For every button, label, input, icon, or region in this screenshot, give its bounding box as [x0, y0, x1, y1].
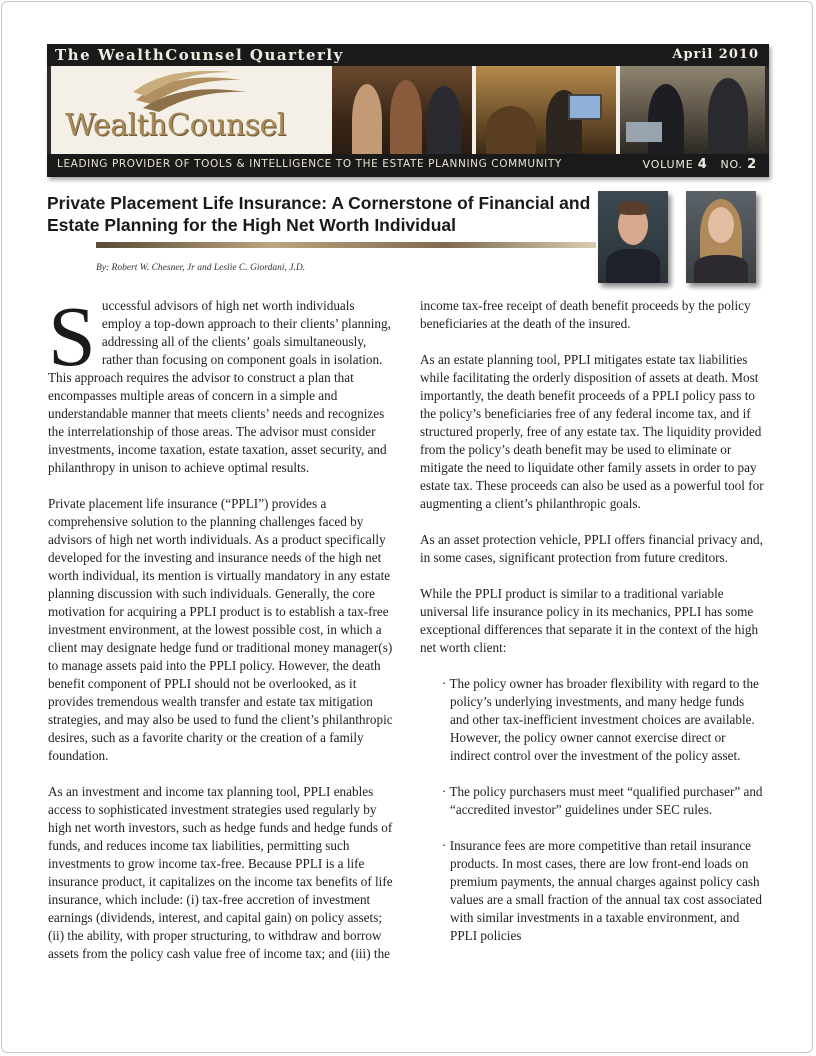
drop-cap: S — [48, 288, 96, 384]
author-photo-1 — [598, 191, 668, 283]
paragraph-2: Private placement life insurance (“PPLI”) provides a comprehensive solution to the planning challenges faced by advisors of high net worth individuals. As a product specifically developed for the investing and insurance needs of the high net worth individual, its mention is virtually mandatory in any estate planning discussion with such individuals. Generally, the core motivation for acquiring a PPLI product is to establish a tax-free investment environment, at the lowest possible cost, in which a client may designate hedge fund or traditional money manager(s) to manage assets paid into the PPLI policy. However, the death benefit component of PPLI should not be overlooked, as it provides tremendous wealth transfer and estate tax mitigation strategies, and may also be used to fund the client’s philanthropic desires, such as a favorite charity or the creation of a family foundation. — [48, 496, 393, 763]
differences-list — [420, 675, 765, 945]
logo — [51, 66, 331, 154]
list-item: · Insurance fees are more competitive than retail insurance products. In most cases, there are low front-end loads on premium payments, the annual charges against policy cash values are a small fraction of the annual tax cost associated with similar investments in a taxable environment, and PPLI policies — [442, 838, 762, 943]
paragraph-4: income tax-free receipt of death benefit proceeds by the policy beneficiaries at the death of the insured. — [420, 298, 751, 331]
paragraph-1-text: uccessful advisors of high net worth individuals employ a top-down approach to their clients’ planning, addressing all of the clients’ goals simultaneously, rather than focusing on component goals in isolation. This approach requires the advisor to construct a plan that encompasses multiple areas of concern in a simple and understandable manner that meets clients’ needs and recognizes the interrelationship of those areas. The advisor must consider investments, income taxation, estate taxation, asset security, and philanthropy in unison to achieve optimal results. — [48, 298, 391, 475]
photo-meeting — [332, 66, 472, 154]
newsletter-title: The WealthCounsel Quarterly — [55, 46, 344, 64]
byline: By: Robert W. Chesner, Jr and Leslie C. Giordani, J.D. — [96, 263, 306, 273]
paragraph-7: While the PPLI product is similar to a traditional variable universal life insurance policy in its mechanics, PPLI has some exceptional differences that separate it in the context of the high net worth client: — [420, 586, 759, 655]
column-left — [48, 288, 396, 981]
title-divider — [96, 242, 596, 248]
article-title: Private Placement Life Insurance: A Cornerstone of Financial and Estate Planning for the High Net Worth Individual — [47, 193, 591, 235]
masthead — [47, 44, 769, 177]
logo-wordmark: WealthCounsel — [65, 108, 286, 143]
list-item: · The policy owner has broader flexibility with regard to the policy’s underlying investments, and many hedge funds and other tax-inefficient investment choices are available. However, the policy owner cannot exercise direct or indirect control over the investment of the policy asset. — [442, 676, 759, 763]
column-right — [420, 297, 765, 963]
photo-presentation — [476, 66, 616, 154]
paragraph-3: As an investment and income tax planning tool, PPLI enables access to sophisticated investment strategies used regularly by high net worth investors, such as hedge funds and hedge funds of funds, and reduces income tax liabilities, permitting such investments to grow income tax-free. Because PPLI is a life insurance product, it capitalizes on the income tax benefits of life insurance, which include: (i) tax-free accretion of investment earnings (dividends, interest, and capital gain) on policy assets; (ii) the ability, with proper structuring, to withdraw and borrow assets from the policy cash value free of income tax; and (iii) the — [48, 784, 393, 961]
number-value: 2 — [747, 157, 757, 172]
list-item: · The policy purchasers must meet “qualified purchaser” and “accredited investor” guidelines under SEC rules. — [442, 784, 763, 817]
masthead-top-bar — [47, 44, 769, 66]
volume-label: VOLUME — [642, 158, 694, 171]
photo-laptop — [620, 66, 765, 154]
number-label: NO. — [720, 158, 743, 171]
volume-number — [643, 157, 757, 172]
paragraph-1 — [48, 288, 396, 477]
paragraph-6: As an asset protection vehicle, PPLI offers financial privacy and, in some cases, significant protection from future creditors. — [420, 532, 763, 565]
volume-value: 4 — [697, 157, 708, 172]
author-photo-2 — [686, 191, 756, 283]
tagline: LEADING PROVIDER OF TOOLS & INTELLIGENCE TO THE ESTATE PLANNING COMMUNITY — [57, 158, 562, 170]
masthead-bottom-bar — [47, 154, 769, 177]
masthead-banner — [51, 66, 765, 154]
issue-date: April 2010 — [672, 47, 759, 62]
paragraph-5: As an estate planning tool, PPLI mitigates estate tax liabilities while facilitating the orderly disposition of assets at death. Most importantly, the death benefit proceeds of a PPLI policy pass to the policy’s beneficiaries free of any federal income tax, and if structured properly, free of any estate tax. The liquidity provided from the policy’s death benefit may be used to eliminate or mitigate the need to liquidate other family assets in order to pay estate tax. These proceeds can also be used as a powerful tool for augmenting a client’s philanthropic goals. — [420, 352, 764, 511]
